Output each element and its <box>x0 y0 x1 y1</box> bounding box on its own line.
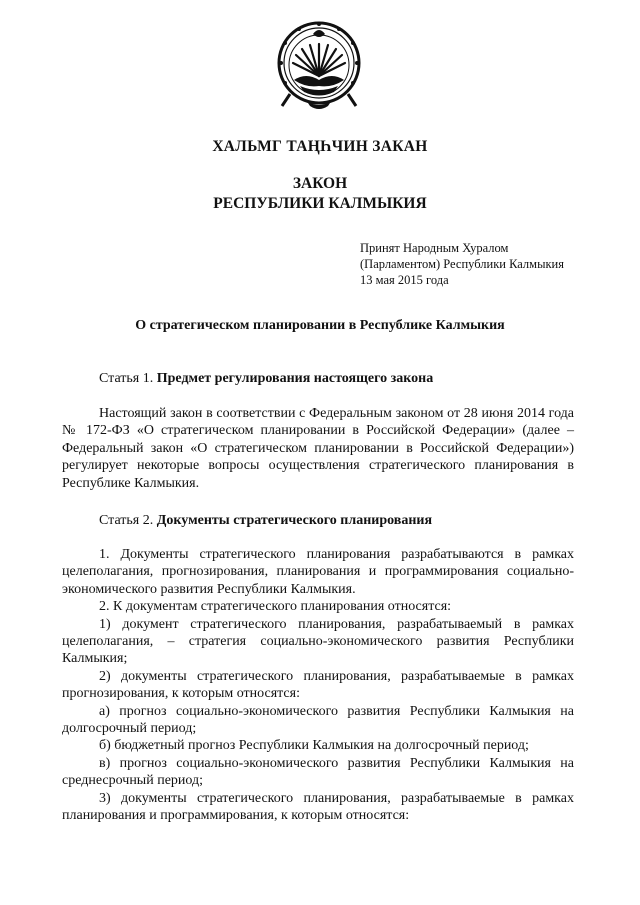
article-2-paragraph: 2) документы стратегического планирования, разрабатываемые в рамках прогнозирования, к которым относятся: <box>62 668 574 702</box>
article-2-paragraph: 1. Документы стратегического планирования разрабатываются в рамках целеполагания, прогнозирования, планирования и программирования социально-экономического развития Республики Калмыкия. <box>62 547 574 597</box>
article-2-paragraph: б) бюджетный прогноз Республики Калмыкия на долгосрочный период; <box>99 738 529 754</box>
kalmykia-coat-of-arms-icon <box>276 20 362 112</box>
law-subject: О стратегическом планировании в Республике Калмыкия <box>135 318 505 333</box>
article-1-heading <box>62 370 574 387</box>
article-1-body <box>62 405 574 492</box>
article-2-paragraph: 2. К документам стратегического планирования относятся: <box>99 599 452 615</box>
article-2-number: Статья 2. <box>99 513 154 528</box>
article-2-body <box>62 546 574 825</box>
law-title <box>0 174 640 214</box>
adoption-note <box>360 240 564 288</box>
article-2-paragraph: 3) документы стратегического планирования, разрабатываемые в рамках планирования и программирования, к которым относятся: <box>62 790 574 824</box>
article-2-paragraph: 1) документ стратегического планирования, разрабатываемый в рамках целеполагания, – стратегия социально-экономического развития Республики Калмыкия; <box>62 616 574 667</box>
article-1-number: Статья 1. <box>99 371 154 386</box>
adoption-date: 13 мая 2015 года <box>360 273 449 287</box>
law-title-line2: РЕСПУБЛИКИ КАЛМЫКИЯ <box>213 195 427 212</box>
article-2-heading <box>62 512 574 529</box>
article-2-paragraph: а) прогноз социально-экономического развития Республики Калмыкия на долгосрочный период; <box>62 703 574 737</box>
article-1-title: Предмет регулирования настоящего закона <box>156 371 434 386</box>
article-2-paragraph: в) прогноз социально-экономического развития Республики Калмыкия на среднесрочный период; <box>62 755 574 789</box>
adoption-line1: Принят Народным Хуралом <box>360 241 509 255</box>
article-1-paragraph: Настоящий закон в соответствии с Федеральным законом от 28 июня 2014 года № 172-ФЗ «О стратегическом планировании в Российской Федерации» (далее – Федеральный закон «О стратегическом планировании в Российской Федерации») регулирует некоторые вопросы осуществления стратегического планирования в Республике Калмыкия. <box>62 406 574 491</box>
law-title-line1: ЗАКОН <box>292 175 348 192</box>
article-2-title: Документы стратегического планирования <box>156 513 433 528</box>
adoption-line2: (Парламентом) Республики Калмыкия <box>360 257 564 271</box>
law-title-kalmyk: ХАЛЬМГ ТАҢҺЧИН ЗАКАН <box>212 138 428 155</box>
